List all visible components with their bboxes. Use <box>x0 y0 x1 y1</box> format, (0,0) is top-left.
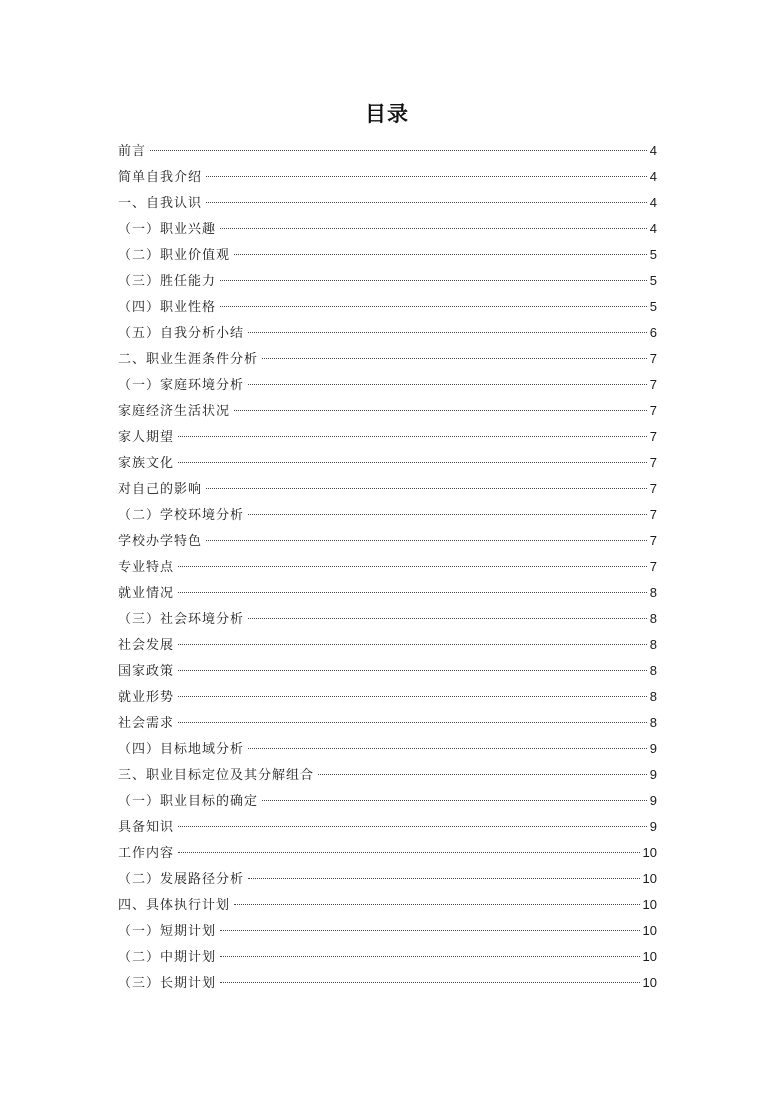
toc-entry-page-number: 8 <box>649 637 657 652</box>
toc-entry[interactable] <box>118 814 657 840</box>
toc-entry[interactable] <box>118 580 657 606</box>
toc-entry[interactable] <box>118 476 657 502</box>
toc-entry[interactable] <box>118 242 657 268</box>
toc-entry-page-number: 7 <box>649 481 657 496</box>
dot-leader <box>248 618 647 619</box>
toc-entry-label: 一、自我认识 <box>118 196 203 211</box>
toc-entry-page-number: 4 <box>649 221 657 236</box>
toc-entry[interactable] <box>118 528 657 554</box>
toc-entry[interactable] <box>118 502 657 528</box>
toc-entry-label: 家人期望 <box>118 430 175 445</box>
dot-leader <box>248 332 647 333</box>
toc-entry-label: （一）短期计划 <box>118 924 217 939</box>
toc-entry[interactable] <box>118 398 657 424</box>
toc-entry-label: 家庭经济生活状况 <box>118 404 231 419</box>
toc-entry[interactable] <box>118 320 657 346</box>
dot-leader <box>178 644 647 645</box>
toc-entry-page-number: 8 <box>649 663 657 678</box>
dot-leader <box>220 982 640 983</box>
toc-entry[interactable] <box>118 554 657 580</box>
toc-entry[interactable] <box>118 736 657 762</box>
dot-leader <box>178 696 647 697</box>
toc-entry-page-number: 9 <box>649 819 657 834</box>
toc-entry-label: （三）社会环境分析 <box>118 612 245 627</box>
dot-leader <box>262 800 647 801</box>
toc-entry-page-number: 9 <box>649 741 657 756</box>
toc-entry-page-number: 9 <box>649 793 657 808</box>
toc-entry-label: 国家政策 <box>118 664 175 679</box>
toc-entry[interactable] <box>118 424 657 450</box>
dot-leader <box>220 956 640 957</box>
toc-entry-page-number: 4 <box>649 195 657 210</box>
toc-entry-label: 社会发展 <box>118 638 175 653</box>
dot-leader <box>178 462 647 463</box>
dot-leader <box>220 930 640 931</box>
dot-leader <box>318 774 647 775</box>
toc-entry[interactable] <box>118 840 657 866</box>
toc-entry-label: 前言 <box>118 144 147 159</box>
toc-entry-label: （三）胜任能力 <box>118 274 217 289</box>
toc-entry[interactable] <box>118 762 657 788</box>
dot-leader <box>220 228 647 229</box>
toc-entry-page-number: 4 <box>649 143 657 158</box>
toc-entry[interactable] <box>118 970 657 996</box>
toc-entry-label: （一）家庭环境分析 <box>118 378 245 393</box>
toc-entry[interactable] <box>118 268 657 294</box>
toc-entry-label: 对自己的影响 <box>118 482 203 497</box>
toc-entry-label: 三、职业目标定位及其分解组合 <box>118 768 315 783</box>
toc-entry-label: 学校办学特色 <box>118 534 203 549</box>
dot-leader <box>178 670 647 671</box>
toc-entry-label: 家族文化 <box>118 456 175 471</box>
toc-entry-page-number: 7 <box>649 507 657 522</box>
toc-entry-label: （五）自我分析小结 <box>118 326 245 341</box>
toc-entry-label: 工作内容 <box>118 846 175 861</box>
toc-entry-label: （二）中期计划 <box>118 950 217 965</box>
toc-entry-page-number: 7 <box>649 351 657 366</box>
table-of-contents <box>118 138 657 996</box>
dot-leader <box>248 878 640 879</box>
toc-entry[interactable] <box>118 164 657 190</box>
dot-leader <box>220 306 647 307</box>
dot-leader <box>178 852 640 853</box>
toc-entry[interactable] <box>118 346 657 372</box>
toc-entry-page-number: 9 <box>649 767 657 782</box>
toc-entry-page-number: 6 <box>649 325 657 340</box>
dot-leader <box>178 436 647 437</box>
dot-leader <box>150 150 647 151</box>
toc-entry-label: 专业特点 <box>118 560 175 575</box>
toc-entry[interactable] <box>118 450 657 476</box>
page-title: 目录 <box>365 102 409 126</box>
toc-entry-page-number: 7 <box>649 377 657 392</box>
toc-entry-page-number: 10 <box>642 897 657 912</box>
toc-entry-page-number: 7 <box>649 559 657 574</box>
dot-leader <box>206 176 647 177</box>
toc-entry[interactable] <box>118 632 657 658</box>
toc-entry-page-number: 8 <box>649 715 657 730</box>
toc-entry[interactable] <box>118 788 657 814</box>
dot-leader <box>220 280 647 281</box>
toc-entry-page-number: 5 <box>649 247 657 262</box>
toc-entry[interactable] <box>118 216 657 242</box>
toc-entry-page-number: 10 <box>642 871 657 886</box>
dot-leader <box>234 904 640 905</box>
toc-entry-label: （四）目标地域分析 <box>118 742 245 757</box>
toc-entry-page-number: 7 <box>649 403 657 418</box>
toc-entry-page-number: 10 <box>642 975 657 990</box>
toc-entry-label: （二）职业价值观 <box>118 248 231 263</box>
toc-entry[interactable] <box>118 294 657 320</box>
toc-entry-page-number: 7 <box>649 429 657 444</box>
toc-entry-label: 简单自我介绍 <box>118 170 203 185</box>
dot-leader <box>206 202 647 203</box>
toc-entry-page-number: 10 <box>642 923 657 938</box>
toc-entry-page-number: 10 <box>642 845 657 860</box>
toc-entry-page-number: 7 <box>649 533 657 548</box>
dot-leader <box>178 826 647 827</box>
toc-entry[interactable] <box>118 190 657 216</box>
toc-entry[interactable] <box>118 892 657 918</box>
toc-entry-label: （四）职业性格 <box>118 300 217 315</box>
dot-leader <box>248 514 647 515</box>
dot-leader <box>178 722 647 723</box>
toc-entry[interactable] <box>118 606 657 632</box>
toc-entry-page-number: 5 <box>649 299 657 314</box>
toc-entry[interactable] <box>118 866 657 892</box>
toc-entry-page-number: 8 <box>649 585 657 600</box>
toc-entry-page-number: 10 <box>642 949 657 964</box>
toc-entry-page-number: 8 <box>649 689 657 704</box>
dot-leader <box>206 488 647 489</box>
toc-entry-page-number: 4 <box>649 169 657 184</box>
dot-leader <box>262 358 647 359</box>
toc-entry-label: 具备知识 <box>118 820 175 835</box>
dot-leader <box>234 254 647 255</box>
toc-entry[interactable] <box>118 710 657 736</box>
toc-entry-label: 就业情况 <box>118 586 175 601</box>
dot-leader <box>234 410 647 411</box>
dot-leader <box>178 592 647 593</box>
toc-entry[interactable] <box>118 372 657 398</box>
toc-entry-label: 四、具体执行计划 <box>118 898 231 913</box>
toc-entry-label: （一）职业目标的确定 <box>118 794 259 809</box>
toc-entry-label: 社会需求 <box>118 716 175 731</box>
dot-leader <box>178 566 647 567</box>
toc-entry-page-number: 5 <box>649 273 657 288</box>
toc-entry-label: （一）职业兴趣 <box>118 222 217 237</box>
dot-leader <box>248 748 647 749</box>
dot-leader <box>248 384 647 385</box>
toc-entry-page-number: 7 <box>649 455 657 470</box>
toc-entry-label: （二）发展路径分析 <box>118 872 245 887</box>
dot-leader <box>206 540 647 541</box>
toc-entry[interactable] <box>118 138 657 164</box>
toc-entry-label: 二、职业生涯条件分析 <box>118 352 259 367</box>
toc-entry[interactable] <box>118 918 657 944</box>
toc-entry-label: （二）学校环境分析 <box>118 508 245 523</box>
toc-entry-label: （三）长期计划 <box>118 976 217 991</box>
toc-entry-label: 就业形势 <box>118 690 175 705</box>
toc-entry[interactable] <box>118 944 657 970</box>
toc-entry-page-number: 8 <box>649 611 657 626</box>
toc-entry[interactable] <box>118 658 657 684</box>
toc-entry[interactable] <box>118 684 657 710</box>
